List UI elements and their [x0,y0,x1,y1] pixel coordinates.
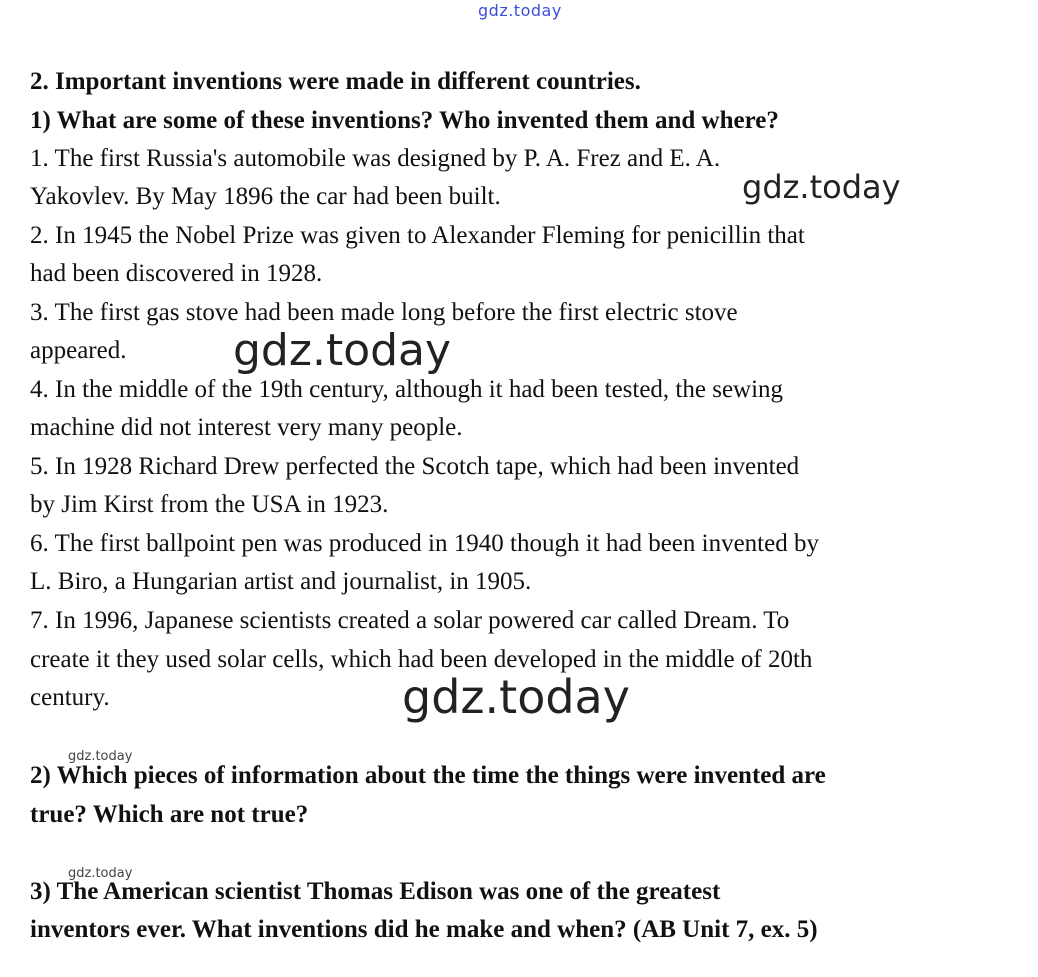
answer-line: 3. The first gas stove had been made long before the first electric stove [30,299,738,326]
exercise-heading: 2. Important inventions were made in different countries. [30,68,641,95]
watermark: gdz.today [68,866,133,881]
answer-line: 4. In the middle of the 19th century, although it had been tested, the sewing [30,376,784,403]
answer-line: Yakovlev. By May 1896 the car had been built. [30,183,501,210]
answer-line: create it they used solar cells, which had been developed in the middle of 20th [30,646,813,673]
question-3: 3) The American scientist Thomas Edison was one of the greatest [30,878,721,905]
watermark: gdz.today [742,168,901,206]
answer-line: century. [30,684,110,711]
answer-line: had been discovered in 1928. [30,260,323,287]
question-3: inventors ever. What inventions did he make and when? (AB Unit 7, ex. 5) [30,916,818,943]
question-2: true? Which are not true? [30,801,309,828]
answer-line: 7. In 1996, Japanese scientists created a solar powered car called Dream. To [30,607,790,634]
question-1: 1) What are some of these inventions? Who invented them and where? [30,107,779,134]
watermark: gdz.today [233,325,452,376]
watermark: gdz.today [68,749,133,764]
answer-line: 2. In 1945 the Nobel Prize was given to Alexander Fleming for penicillin that [30,222,805,249]
answer-line: appeared. [30,337,127,364]
watermark: gdz.today [402,670,630,724]
answer-line: by Jim Kirst from the USA in 1923. [30,491,389,518]
answer-line: 6. The first ballpoint pen was produced in 1940 though it had been invented by [30,530,819,557]
answer-line: L. Biro, a Hungarian artist and journalist, in 1905. [30,568,532,595]
answer-line: machine did not interest very many people. [30,414,463,441]
answer-line: 1. The first Russia's automobile was designed by P. A. Frez and E. A. [30,145,721,172]
watermark-top: gdz.today [478,1,562,20]
question-2: 2) Which pieces of information about the time the things were invented are [30,762,826,789]
answer-line: 5. In 1928 Richard Drew perfected the Scotch tape, which had been invented [30,453,800,480]
